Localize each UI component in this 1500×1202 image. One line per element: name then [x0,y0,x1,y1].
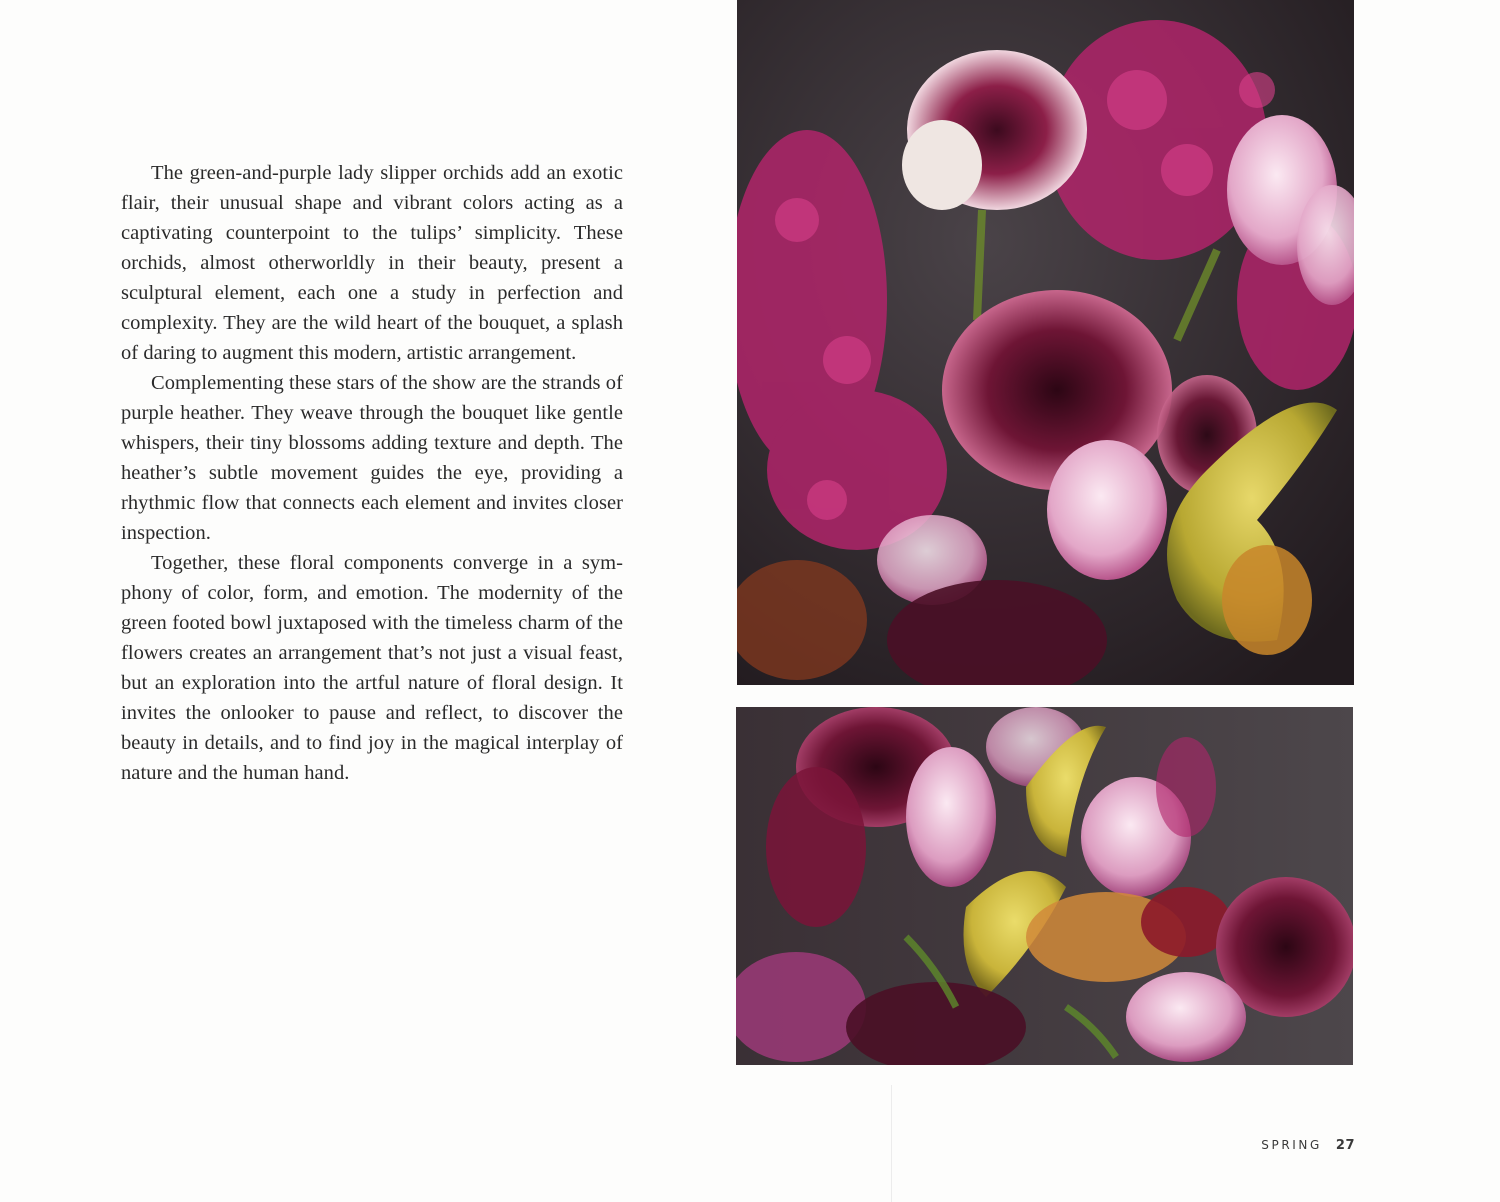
page-footer [1200,1134,1355,1153]
paragraph-together: Together, these floral components converge in a symphony of color, form, and emotion. The modernity of the green footed bowl juxtaposed with the timeless charm of the flowers creates an arrangement that’s not just a visual feast, but an exploration into the artful nature of floral design. It invites the onlooker to pause and reflect, to discover the beauty in details, and to find joy in the magical interplay of nature and the human hand. [121,552,623,784]
body-text-column [121,158,623,788]
flower-photo-bottom-image [736,707,1353,1065]
page-number: 27 [1335,1138,1355,1153]
flower-photo-top-image [737,0,1354,685]
paragraph-orchids: The green-and-purple lady slipper orchids add an exotic flair, their unusual shape and vibrant colors acting as a captivating counterpoint to the tulips’ simplicity. These orchids, almost otherworldly in their beauty, present a sculptural element, each one a study in perfection and complexity. They are the wild heart of the bouquet, a splash of daring to augment this modern, artistic arrangement. [121,162,623,364]
section-label: SPRING [1261,1138,1322,1152]
flower-photo-top [737,0,1354,685]
scan-artifact-line [891,1085,892,1202]
flower-photo-bottom [736,707,1353,1065]
paragraph-heather: Complementing these stars of the show are the strands of purple heather. They weave through the bouquet like gentle whispers, their tiny blossoms adding texture and depth. The heather’s subtle movement guides the eye, providing a rhythmic flow that connects each element and invites closer inspection. [121,372,623,544]
